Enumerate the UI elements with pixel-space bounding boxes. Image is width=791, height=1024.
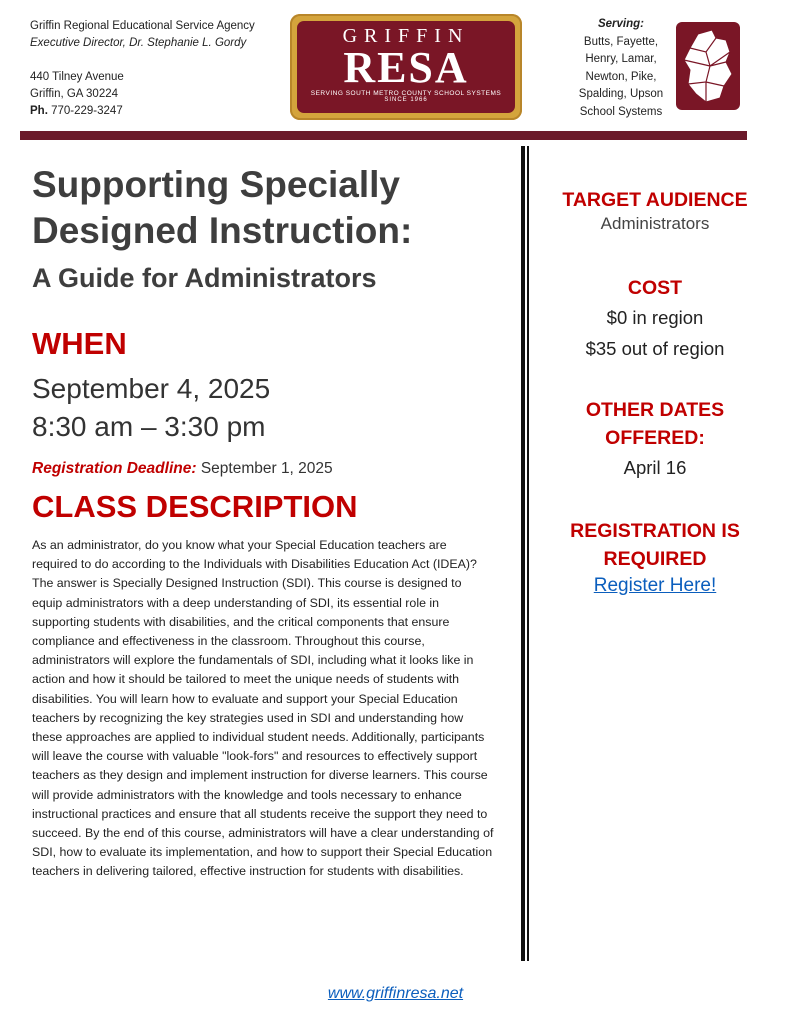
course-title-line: Designed Instruction: — [32, 210, 413, 251]
serving-line: School Systems — [579, 105, 663, 118]
header-divider — [20, 131, 747, 140]
registration-section — [545, 517, 765, 597]
other-dates-heading-line: OTHER DATES — [585, 399, 725, 421]
serving-line: Newton, Pike, — [585, 70, 657, 83]
logo-top-text: GRIFFIN — [342, 25, 470, 47]
registration-deadline — [32, 460, 333, 478]
cost-out-of-region: $35 out of region — [585, 338, 725, 359]
phone-number: 770-229-3247 — [51, 105, 123, 117]
logo-main-text: RESA — [343, 43, 469, 92]
when-heading: WHEN — [32, 326, 127, 361]
griffin-resa-logo — [290, 14, 522, 120]
agency-director: Executive Director, Dr. Stephanie L. Gordy — [30, 37, 247, 49]
logo-tagline: SERVING SOUTH METRO COUNTY SCHOOL SYSTEMS — [310, 90, 502, 97]
serving-heading: Serving: — [597, 18, 644, 30]
course-title — [32, 162, 412, 254]
agency-address-line2: Griffin, GA 30224 — [30, 88, 119, 100]
serving-counties — [562, 16, 680, 121]
when-details — [32, 370, 270, 446]
class-description-heading: CLASS DESCRIPTION — [32, 489, 358, 524]
county-map-icon — [676, 22, 740, 110]
target-audience-value: Administrators — [600, 214, 710, 233]
column-divider — [527, 146, 529, 961]
serving-line: Spalding, Upson — [578, 88, 664, 100]
cost-section — [545, 274, 765, 364]
class-description-text: As an administrator, do you know what your Special Education teachers are required to do according to the Individuals with Disabilities Education Act (IDEA)? The answer is Specially Designed Instruction (SDI). This course is designed to equip administrators with a deep understanding of SDI, its essential role in supporting students with disabilities, and the critical components that ensure compliance and effectiveness in the classroom. Throughout this course, administrators will explore the fundamentals of SDI, including what it looks like in action and how it should be tailored to meet the unique needs of students with disabilities. You will learn how to evaluate and support your Special Education teachers by recognizing the key strategies used in SDI and understanding how these approaches are applied to individual student needs. Additionally, participants will leave the course with valuable "look-fors" and resources to effectively support teachers as they design and implement instruction for diverse learners. This course will provide administrators with the knowledge and tools necessary to enhance instructional practices and ensure that all students receive the support they need to succeed. By the end of this course, administrators will have a clear understanding of SDI, how to evaluate its implementation, and how to support their Special Education teachers in delivering tailored, effective instruction for students with disabilities. — [32, 538, 494, 879]
other-dates-heading-line: OFFERED: — [605, 427, 705, 449]
phone-label: Ph. — [30, 105, 48, 117]
target-audience-section — [545, 186, 765, 234]
agency-info — [30, 18, 255, 120]
logo-since: SINCE 1966 — [384, 97, 428, 103]
cost-heading: COST — [627, 277, 683, 299]
when-time: 8:30 am – 3:30 pm — [32, 411, 266, 442]
deadline-label: Registration Deadline: — [32, 460, 197, 477]
website-link[interactable]: www.griffinresa.net — [327, 985, 464, 1002]
column-divider — [521, 146, 525, 961]
serving-line: Butts, Fayette, — [583, 35, 659, 48]
course-title-line: Supporting Specially — [32, 164, 400, 205]
other-date: April 16 — [623, 457, 687, 478]
deadline-date: September 1, 2025 — [200, 460, 333, 477]
register-here-link[interactable]: Register Here! — [593, 575, 717, 596]
serving-line: Henry, Lamar, — [585, 53, 657, 65]
agency-name: Griffin Regional Educational Service Agency — [30, 20, 255, 32]
registration-heading-line: REGISTRATION IS — [570, 520, 740, 542]
other-dates-section — [545, 396, 765, 483]
registration-heading-line: REQUIRED — [603, 548, 707, 570]
agency-address-line1: 440 Tilney Avenue — [30, 71, 124, 83]
agency-phone — [30, 103, 255, 120]
target-audience-heading: TARGET AUDIENCE — [562, 189, 748, 211]
course-subtitle: A Guide for Administrators — [32, 263, 377, 293]
cost-in-region: $0 in region — [606, 307, 704, 328]
when-date: September 4, 2025 — [32, 373, 271, 404]
